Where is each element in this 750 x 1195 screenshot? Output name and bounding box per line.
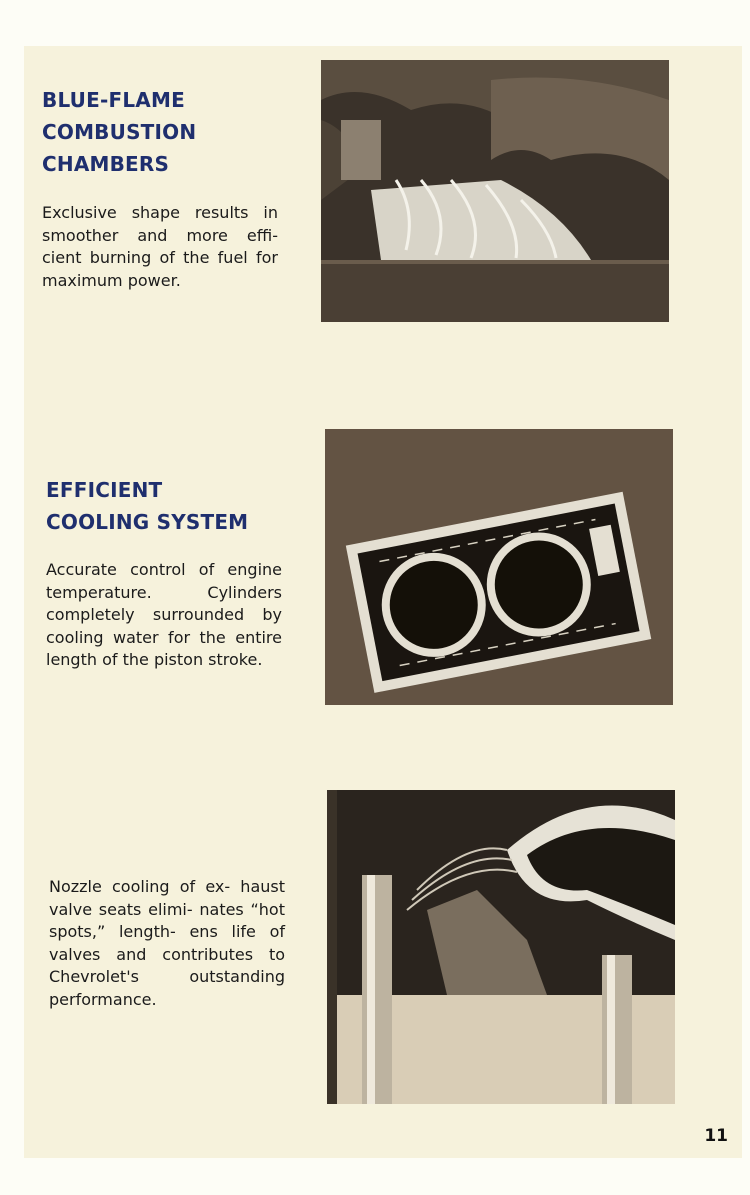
page-number: 11 [704, 1126, 728, 1146]
heading-line: COMBUSTION [42, 120, 197, 144]
heading-line: CHAMBERS [42, 152, 170, 176]
combustion-chamber-photo [321, 60, 669, 322]
heading-line: BLUE-FLAME [42, 88, 185, 112]
section-1-body: Exclusive shape results in smoother and more effi- cient burning of the fuel for maximum power. [42, 203, 278, 290]
heading-line: EFFICIENT [46, 478, 163, 502]
section-2-heading [46, 474, 248, 538]
cooling-system-photo [325, 429, 673, 705]
section-2-body: Accurate control of engine temperature. Cylinders completely surrounded by cooling water for the entire length of the piston stroke. [46, 560, 282, 669]
section-1-heading [42, 84, 196, 180]
manual-page [24, 46, 742, 1158]
section-3-body: Nozzle cooling of ex- haust valve seats elimi- nates “hot spots,” length- ens life of valves and contributes to Chevrolet's outstanding performance. [49, 877, 285, 1009]
exhaust-valve-photo [327, 790, 675, 1104]
heading-line: COOLING SYSTEM [46, 510, 249, 534]
